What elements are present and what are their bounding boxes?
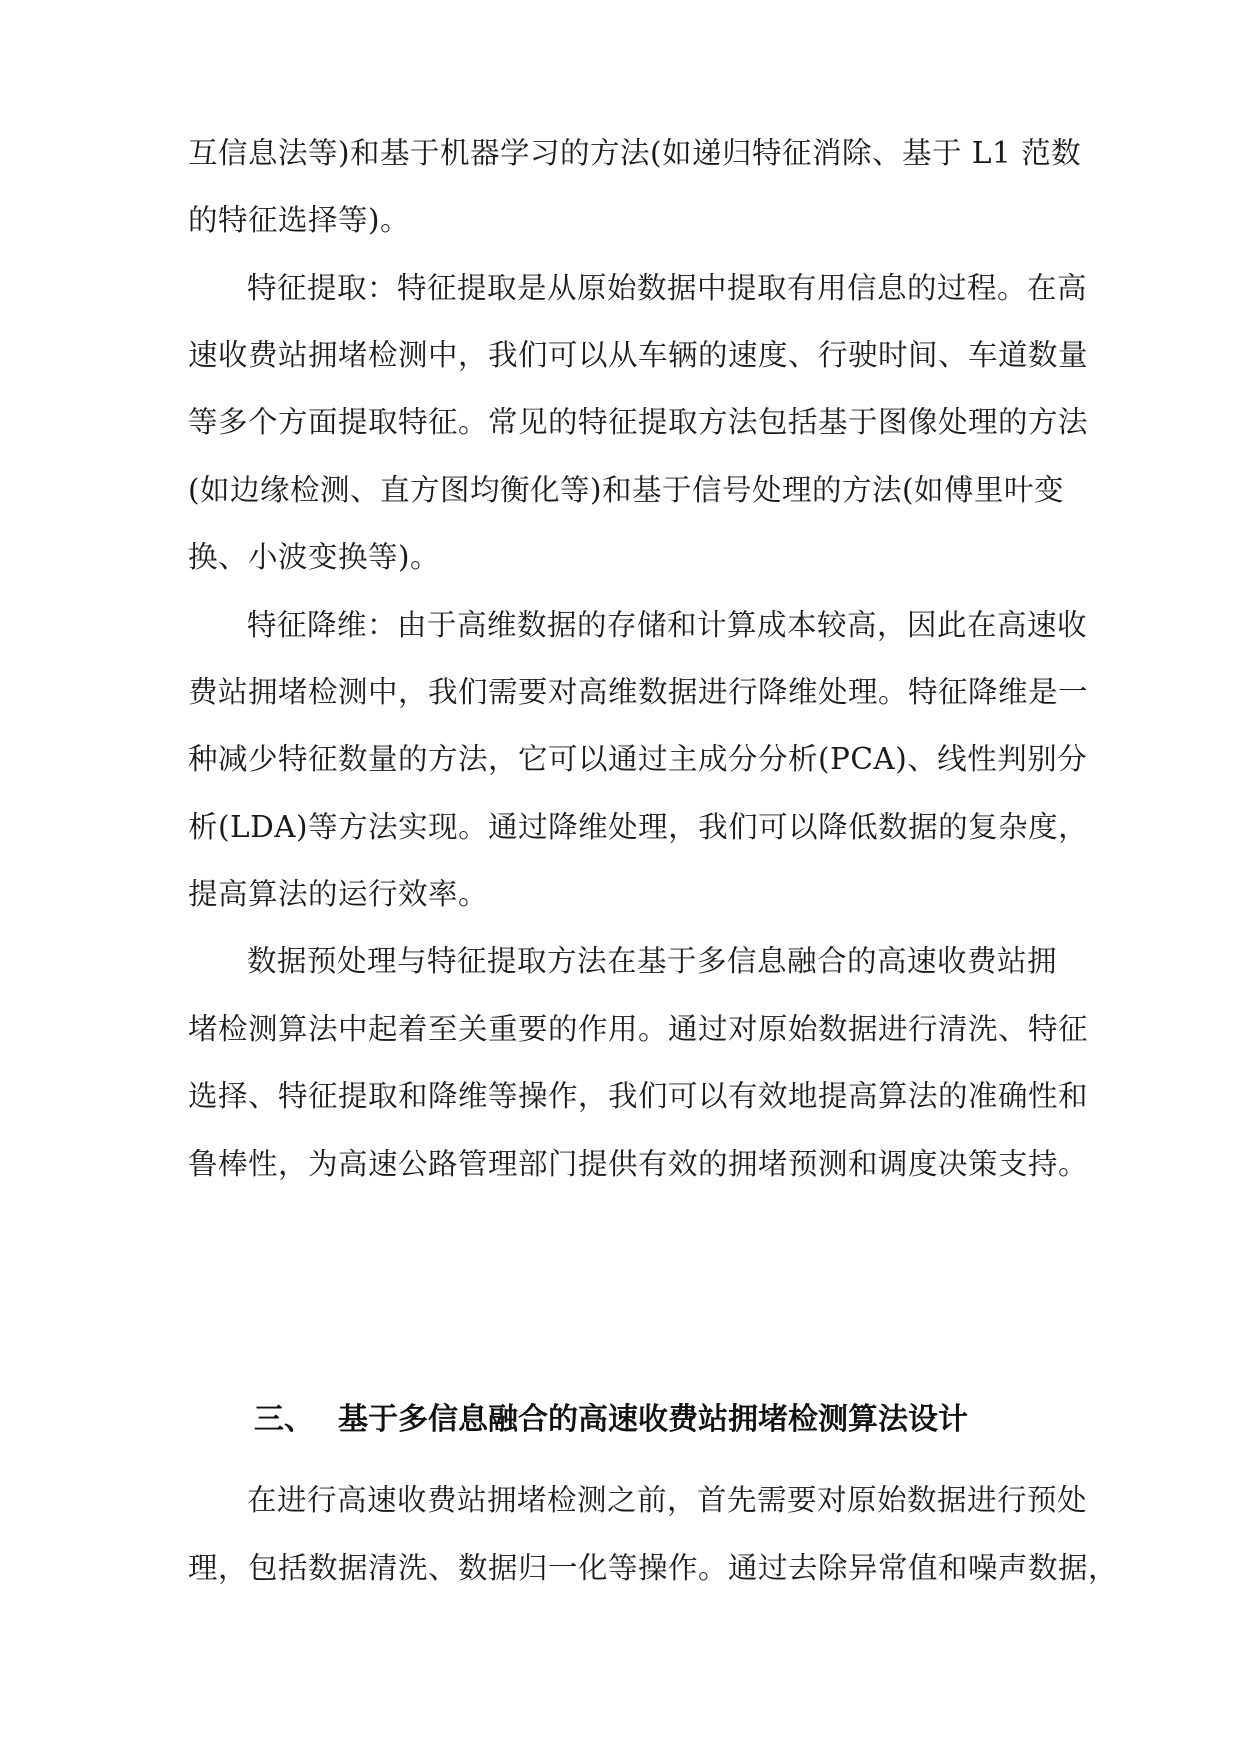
text-line: (如边缘检测、直方图均衡化等)和基于信号处理的方法(如傅里叶变	[188, 473, 1065, 507]
text-line: 选择、特征提取和降维等操作，我们可以有效地提高算法的准确性和	[188, 1079, 1089, 1113]
section-number: 三、	[254, 1402, 314, 1437]
text-line: 特征提取：特征提取是从原始数据中提取有用信息的过程。在高	[247, 271, 1088, 305]
text-line: 种减少特征数量的方法，它可以通过主成分分析(PCA)、线性判别分	[188, 742, 1088, 776]
text-line: 换、小波变换等)。	[188, 540, 441, 574]
text-line: 互信息法等)和基于机器学习的方法(如递归特征消除、基于 L1 范数	[188, 136, 1082, 170]
text-line: 堵检测算法中起着至关重要的作用。通过对原始数据进行清洗、特征	[188, 1012, 1089, 1046]
text-line: 析(LDA)等方法实现。通过降维处理，我们可以降低数据的复杂度，	[188, 810, 1089, 844]
text-line: 数据预处理与特征提取方法在基于多信息融合的高速收费站拥	[247, 944, 1058, 978]
text-line: 速收费站拥堵检测中，我们可以从车辆的速度、行驶时间、车道数量	[188, 338, 1089, 372]
text-line: 在进行高速收费站拥堵检测之前，首先需要对原始数据进行预处	[247, 1483, 1088, 1517]
section-title: 基于多信息融合的高速收费站拥堵检测算法设计	[338, 1402, 968, 1437]
text-line: 费站拥堵检测中，我们需要对高维数据进行降维处理。特征降维是一	[188, 675, 1089, 709]
text-line: 等多个方面提取特征。常见的特征提取方法包括基于图像处理的方法	[188, 405, 1089, 439]
text-line: 的特征选择等)。	[188, 203, 411, 237]
text-line: 特征降维：由于高维数据的存储和计算成本较高，因此在高速收	[247, 608, 1088, 642]
text-line: 提高算法的运行效率。	[188, 877, 489, 911]
text-line: 理，包括数据清洗、数据归一化等操作。通过去除异常值和噪声数据，	[188, 1551, 1119, 1585]
text-line: 鲁棒性，为高速公路管理部门提供有效的拥堵预测和调度决策支持。	[188, 1147, 1089, 1181]
